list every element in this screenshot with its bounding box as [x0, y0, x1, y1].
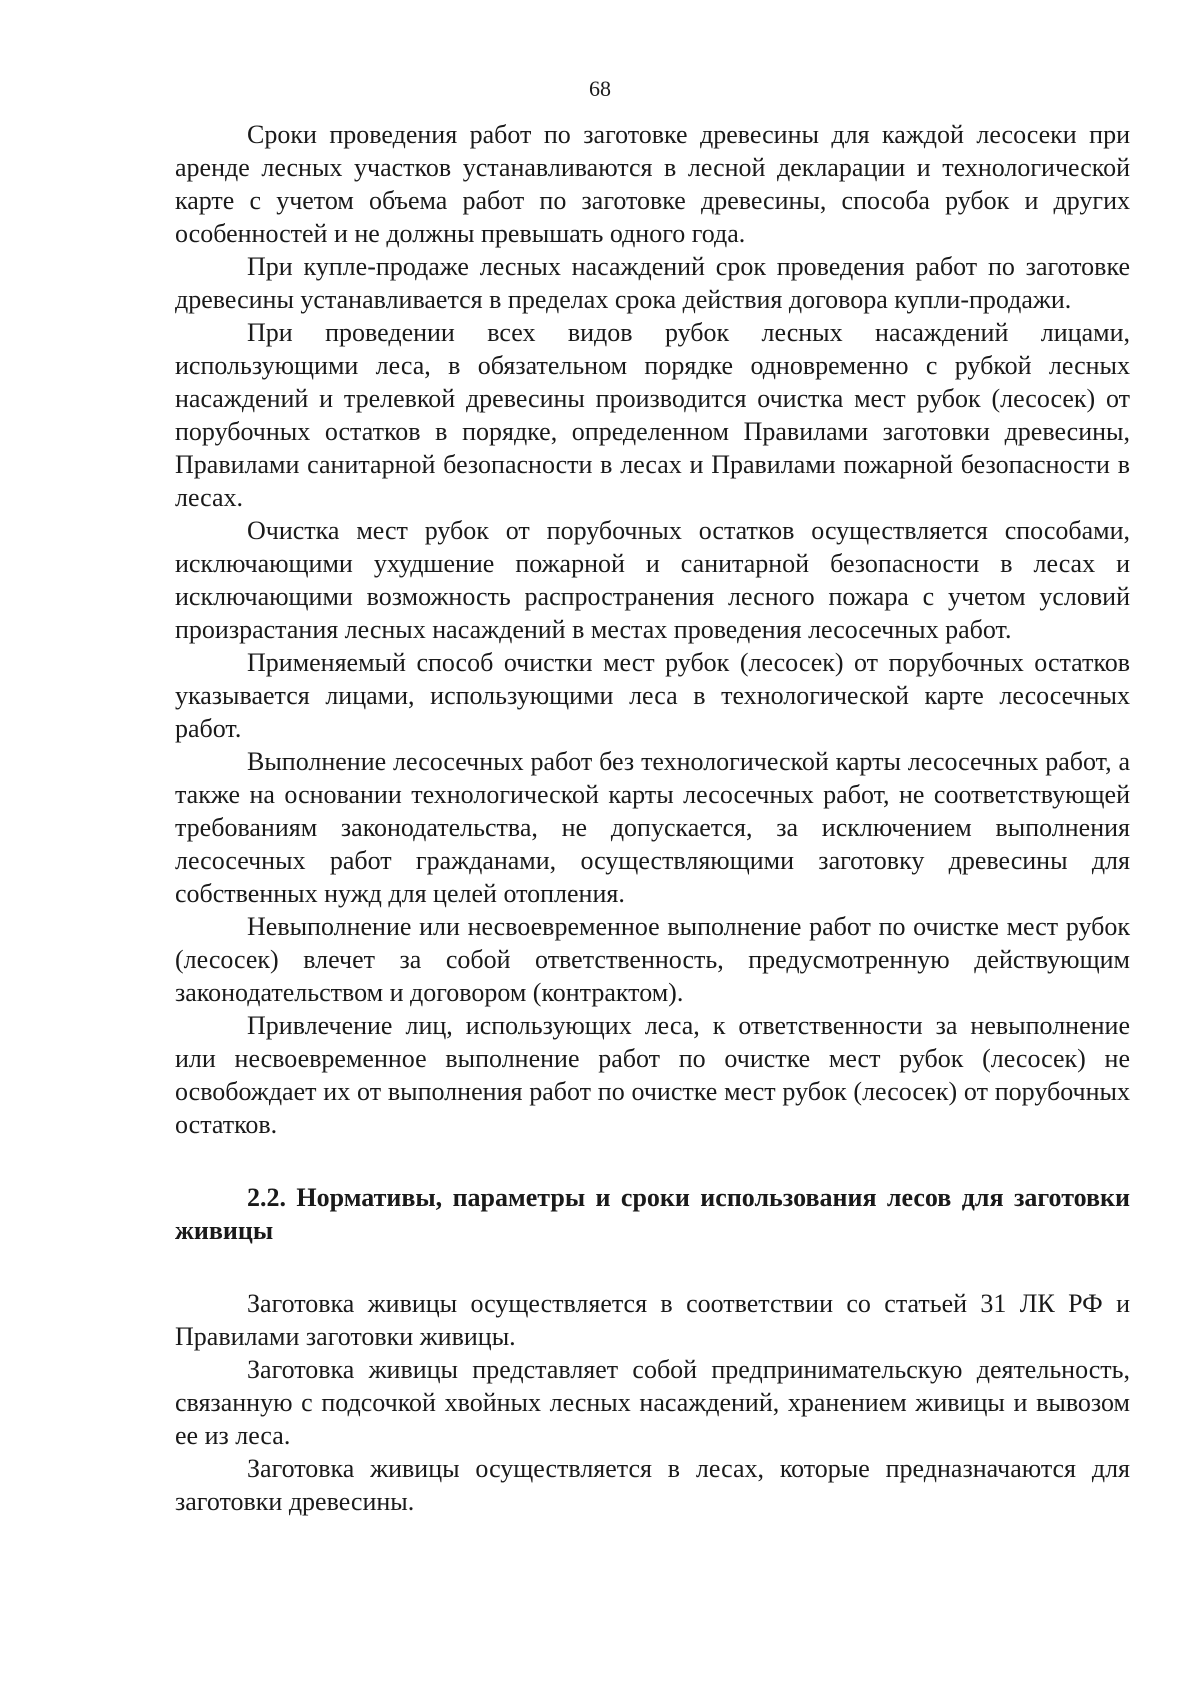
paragraph-resin-activity: Заготовка живицы представляет собой предпринимательскую деятельность, связанную с подсочкой хвойных лесных насаждений, хранением живицы и вывозом ее из леса. [175, 1355, 1130, 1450]
page-number: 68 [589, 76, 611, 101]
paragraph-technological-map: Выполнение лесосечных работ без технологической карты лесосечных работ, а также на основании технологической карты лесосечных работ, не соответствующей требованиям законодательства, не допускается, за исключением выполнения лесосечных работ гражданами, осуществляющими заготовку древесины для собственных нужд для целей отопления. [175, 747, 1130, 908]
document-body [175, 118, 1130, 1518]
paragraph-site-cleaning: При проведении всех видов рубок лесных насаждений лицами, использующими леса, в обязательном порядке одновременно с рубкой лесных насаждений и трелевкой древесины производится очистка мест рубок (лесосек) от порубочных остатков в порядке, определенном Правилами заготовки древесины, Правилами санитарной безопасности в лесах и Правилами пожарной безопасности в лесах. [175, 318, 1130, 512]
section-spacer [175, 1247, 1130, 1287]
paragraph-cleaning-method-indicated: Применяемый способ очистки мест рубок (лесосек) от порубочных остатков указывается лицами, использующими леса в технологической карте лесосечных работ. [175, 648, 1130, 743]
paragraph-responsibility: Невыполнение или несвоевременное выполнение работ по очистке мест рубок (лесосек) влечет за собой ответственность, предусмотренную действующим законодательством и договором (контрактом). [175, 912, 1130, 1007]
section-heading: 2.2. Нормативы, параметры и сроки использования лесов для заготовки живицы [175, 1183, 1130, 1245]
paragraph-resin-forests: Заготовка живицы осуществляется в лесах, которые предназначаются для заготовки древесины. [175, 1454, 1130, 1516]
paragraph-logging-terms: Сроки проведения работ по заготовке древесины для каждой лесосеки при аренде лесных участков устанавливаются в лесной декларации и технологической карте с учетом объема работ по заготовке древесины, способа рубок и других особенностей и не должны превышать одного года. [175, 120, 1130, 248]
paragraph-cleaning-methods: Очистка мест рубок от порубочных остатков осуществляется способами, исключающими ухудшение пожарной и санитарной безопасности в лесах и исключающими возможность распространения лесного пожара с учетом условий произрастания лесных насаждений в местах проведения лесосечных работ. [175, 516, 1130, 644]
paragraph-liability: Привлечение лиц, использующих леса, к ответственности за невыполнение или несвоевременное выполнение работ по очистке мест рубок (лесосек) не освобождает их от выполнения работ по очистке мест рубок (лесосек) от порубочных остатков. [175, 1011, 1130, 1139]
paragraph-resin-legal-basis: Заготовка живицы осуществляется в соответствии со статьей 31 ЛК РФ и Правилами заготовки живицы. [175, 1289, 1130, 1351]
paragraph-sale-terms: При купле-продаже лесных насаждений срок проведения работ по заготовке древесины устанавливается в пределах срока действия договора купли-продажи. [175, 252, 1130, 314]
